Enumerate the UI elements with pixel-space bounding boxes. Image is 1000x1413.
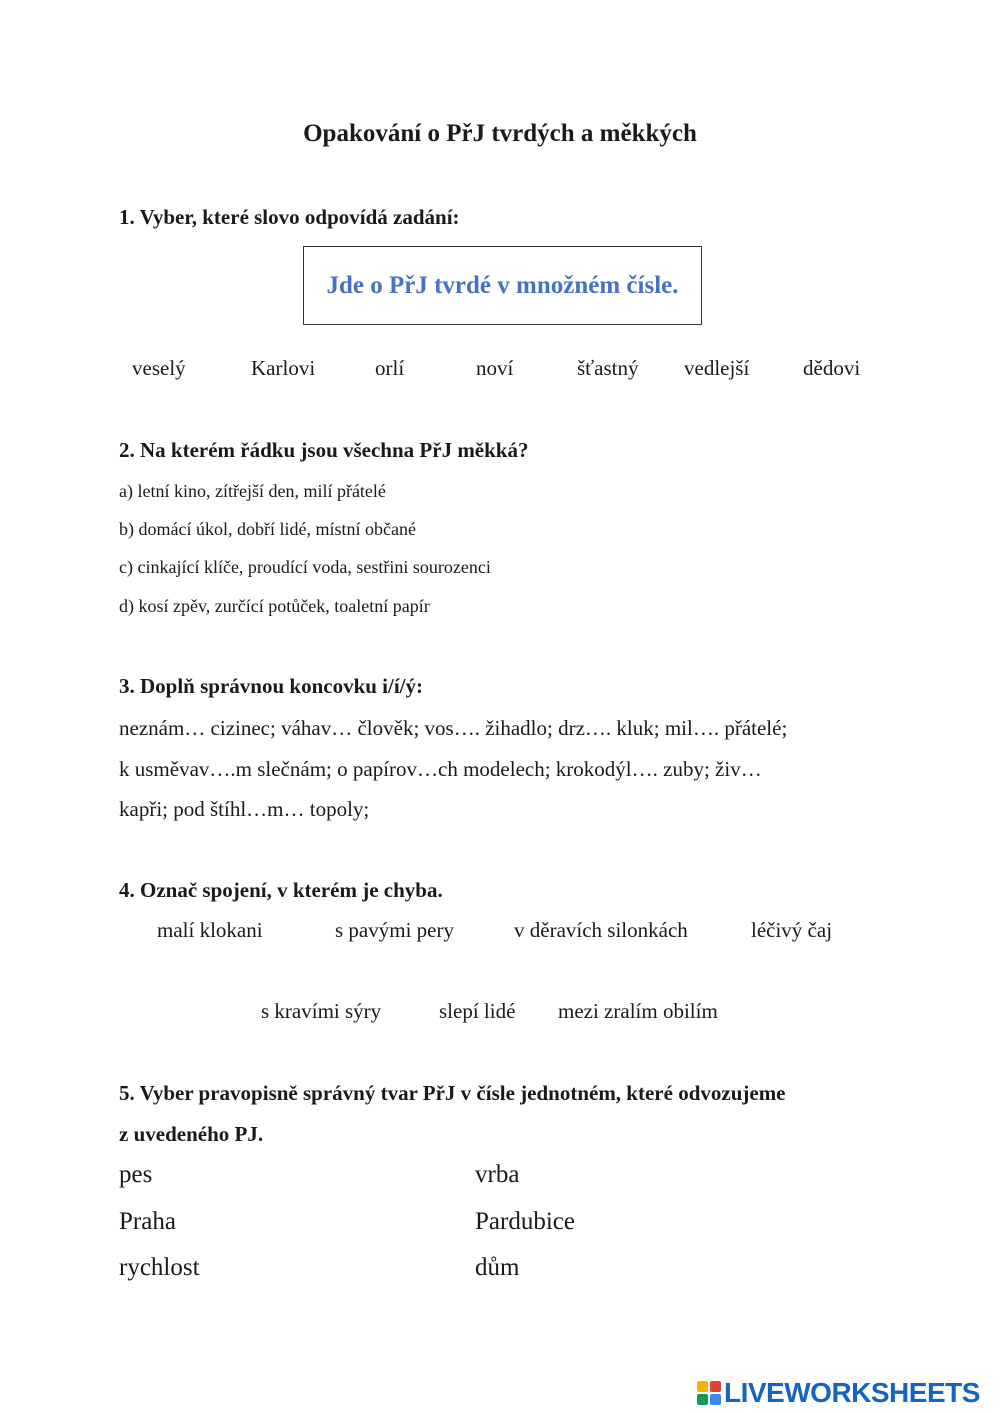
noun-left: rychlost <box>119 1254 200 1281</box>
logo-mark-icon <box>697 1381 721 1405</box>
task-text: Jde o PřJ tvrdé v množném čísle. <box>326 271 679 299</box>
task-box <box>303 246 702 325</box>
worksheet-title: Opakování o PřJ tvrdých a měkkých <box>303 120 697 147</box>
noun-left: Praha <box>119 1208 176 1235</box>
phrase-option[interactable]: v děravích silonkách <box>514 918 688 942</box>
noun-right: vrba <box>475 1161 520 1188</box>
logo-square <box>697 1394 708 1405</box>
logo-square <box>710 1394 721 1405</box>
fill-in-line[interactable]: k usměvav….m slečnám; o papírov…ch modelech; krokodýl…. zuby; živ… <box>119 757 762 781</box>
noun-right: Pardubice <box>475 1208 575 1235</box>
noun-left: pes <box>119 1161 153 1188</box>
question-5-heading-cont: z uvedeného PJ. <box>119 1122 264 1146</box>
word-option[interactable]: vedlejší <box>684 356 750 380</box>
logo-text: LIVEWORKSHEETS <box>724 1377 980 1408</box>
question-3-heading: 3. Doplň správnou koncovku i/í/ý: <box>119 674 424 698</box>
word-option[interactable]: noví <box>476 356 514 380</box>
word-option[interactable]: orlí <box>375 356 405 380</box>
question-2-heading: 2. Na kterém řádku jsou všechna PřJ měkká? <box>119 438 529 462</box>
noun-right: dům <box>475 1254 520 1281</box>
answer-option-a[interactable]: a) letní kino, zítřejší den, milí přátelé <box>119 481 386 501</box>
word-option[interactable]: šťastný <box>577 356 639 380</box>
liveworksheets-logo <box>697 1378 980 1408</box>
phrase-option[interactable]: léčivý čaj <box>751 918 833 942</box>
answer-option-b[interactable]: b) domácí úkol, dobří lidé, místní občané <box>119 519 416 539</box>
phrase-option[interactable]: malí klokani <box>157 918 263 942</box>
fill-in-line[interactable]: kapři; pod štíhl…m… topoly; <box>119 797 370 821</box>
question-1-heading: 1. Vyber, které slovo odpovídá zadání: <box>119 205 460 229</box>
logo-square <box>697 1381 708 1392</box>
question-4-heading: 4. Označ spojení, v kterém je chyba. <box>119 878 443 902</box>
answer-option-c[interactable]: c) cinkající klíče, proudící voda, sestřini sourozenci <box>119 557 491 577</box>
logo-square <box>710 1381 721 1392</box>
question-5-heading: 5. Vyber pravopisně správný tvar PřJ v čísle jednotném, které odvozujeme <box>119 1081 786 1105</box>
phrase-option[interactable]: s pavými pery <box>335 918 454 942</box>
phrase-option[interactable]: s kravími sýry <box>261 999 382 1023</box>
answer-option-d[interactable]: d) kosí zpěv, zurčící potůček, toaletní papír <box>119 596 430 616</box>
word-option[interactable]: dědovi <box>803 356 861 380</box>
word-option[interactable]: veselý <box>132 356 186 380</box>
phrase-option[interactable]: slepí lidé <box>439 999 516 1023</box>
fill-in-line[interactable]: neznám… cizinec; váhav… člověk; vos…. žihadlo; drz…. kluk; mil…. přátelé; <box>119 716 788 740</box>
phrase-option[interactable]: mezi zralím obilím <box>558 999 718 1023</box>
word-option[interactable]: Karlovi <box>251 356 316 380</box>
